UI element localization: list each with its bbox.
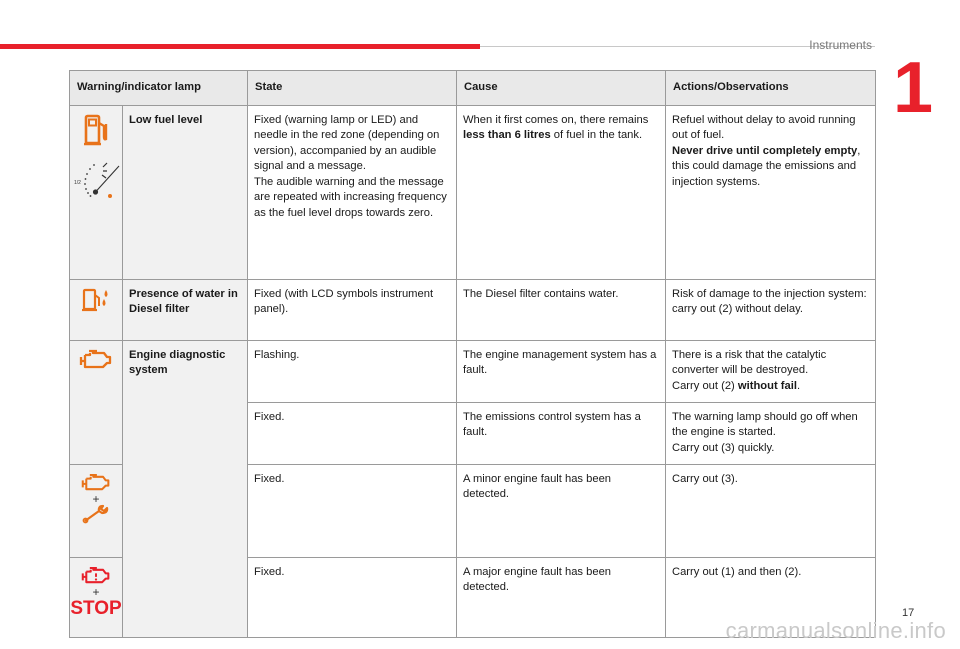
fuel-gauge-icon xyxy=(72,161,122,201)
cause-cell: A major engine fault has been detected. xyxy=(457,557,666,637)
action-cell: Carry out (3). xyxy=(666,464,876,557)
engine-icon xyxy=(81,472,111,494)
stop-icon xyxy=(70,597,122,619)
chapter-number: 1 xyxy=(893,48,934,128)
action-cell: Carry out (1) and then (2). xyxy=(666,557,876,637)
plus-sign: + xyxy=(92,491,100,506)
plus-sign: + xyxy=(92,584,100,599)
action-cell xyxy=(666,340,876,402)
action-text: There is a risk that the catalytic converter will be destroyed. Carry out (2) xyxy=(672,348,827,392)
cause-text: When it first comes on, there remains xyxy=(463,113,649,126)
lamp-name: Engine diagnostic system xyxy=(123,340,248,637)
state-cell xyxy=(248,105,457,279)
lamp-name: Low fuel level xyxy=(123,105,248,279)
cause-cell: The engine management system has a fault. xyxy=(457,340,666,402)
header-red-bar xyxy=(0,44,480,49)
action-text-end: . xyxy=(796,379,801,392)
state-cell: Fixed. xyxy=(248,464,457,557)
cause-cell: The emissions control system has a fault. xyxy=(457,402,666,464)
cause-cell xyxy=(457,105,666,279)
state-cell: Fixed (with LCD symbols instrument panel). xyxy=(248,279,457,340)
cause-bold-text: less than 6 litres xyxy=(463,129,551,141)
state-cell: Fixed. xyxy=(248,557,457,637)
action-cell xyxy=(666,402,876,464)
lamp-icon-cell xyxy=(70,340,123,464)
table-header-row xyxy=(70,71,876,106)
cause-text-end: of fuel in the tank. xyxy=(550,129,643,141)
gauge-label: 1/2 xyxy=(74,179,81,186)
action-text: Refuel without delay to avoid running out of fuel. xyxy=(672,113,856,141)
action-text-end: , this could damage the emissions and injection systems. xyxy=(672,144,861,188)
section-title: Instruments xyxy=(809,38,872,52)
cause-cell: The Diesel filter contains water. xyxy=(457,279,666,340)
lamp-icon-cell xyxy=(70,464,123,557)
lamp-icon-cell xyxy=(70,105,123,279)
page-number: 17 xyxy=(902,607,915,619)
engine-alert-icon xyxy=(81,565,111,587)
table-row xyxy=(70,105,876,279)
table-row xyxy=(70,279,876,340)
state-text: Fixed (warning lamp or LED) and needle in the red zone (depending on version), accompanied by an audible signal and a message. The audible warning and the message are repeated with increasing frequency as the fuel level drops towards zero. xyxy=(254,113,447,219)
col-header-actions: Actions/Observations xyxy=(666,71,876,106)
state-cell: Fixed. xyxy=(248,402,457,464)
action-cell: Risk of damage to the injection system: carry out (2) without delay. xyxy=(666,279,876,340)
lamp-icon-cell xyxy=(70,557,123,637)
water-in-diesel-icon xyxy=(81,287,111,313)
action-text: The warning lamp should go off when the engine is started. Carry out (3) quickly. xyxy=(672,410,858,454)
stop-label: STOP xyxy=(70,597,122,619)
action-cell xyxy=(666,105,876,279)
wrench-icon xyxy=(82,504,110,524)
col-header-state: State xyxy=(248,71,457,106)
action-bold-text: without fail xyxy=(737,379,797,392)
state-cell: Flashing. xyxy=(248,340,457,402)
lamp-name: Presence of water in Diesel filter xyxy=(123,279,248,340)
warning-lamp-table xyxy=(69,70,876,638)
engine-icon xyxy=(79,348,113,372)
col-header-lamp: Warning/indicator lamp xyxy=(70,71,248,106)
col-header-cause: Cause xyxy=(457,71,666,106)
watermark: carmanualsonline.info xyxy=(725,618,946,643)
lamp-icon-cell xyxy=(70,279,123,340)
cause-cell: A minor engine fault has been detected. xyxy=(457,464,666,557)
table-row xyxy=(70,340,876,402)
fuel-pump-icon xyxy=(83,113,109,147)
action-bold-text: Never drive until completely empty xyxy=(672,144,858,157)
